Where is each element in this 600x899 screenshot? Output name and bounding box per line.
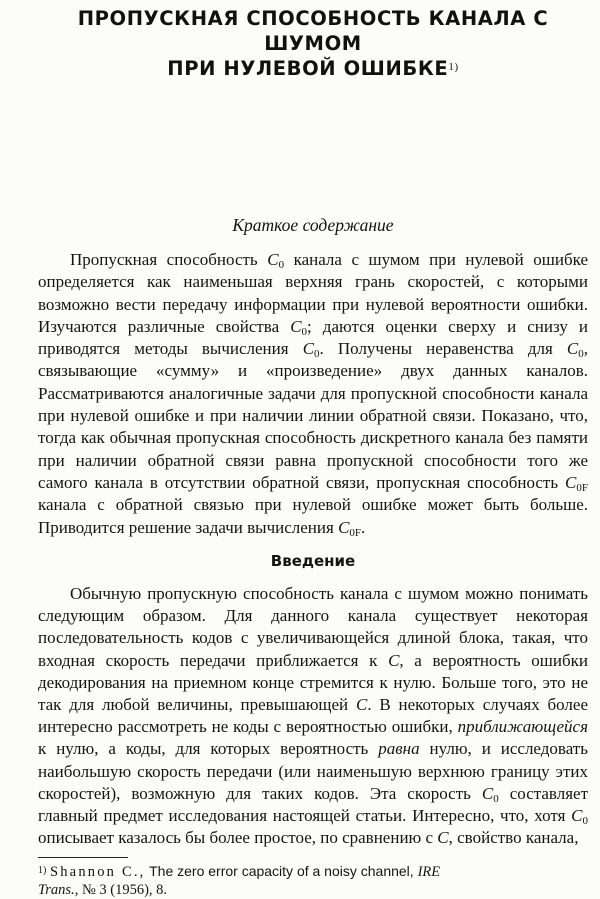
section-heading-introduction: Введение bbox=[270, 552, 356, 570]
symbol-c: C bbox=[355, 695, 368, 715]
footnote-title: The zero error capacity of a noisy channel, bbox=[145, 863, 418, 879]
symbol-c: C bbox=[302, 339, 315, 359]
abstract-text: , связывающие «сумму» и «произведение» двух данных каналов. Рассматриваются аналогичные задачи для пропускной способности канала при нулевой ошибке и при наличии линии обратной связи. Показано, что, тогда как обычная пропускная способность дискретного канала без памяти при наличии обратной связи равна пропускной способности того же самого канала в отсутствии обратной связи, пропускная способность bbox=[38, 339, 588, 492]
abstract-body bbox=[38, 249, 588, 539]
symbol-c: C bbox=[388, 650, 400, 670]
abstract-text: . bbox=[361, 517, 366, 537]
intro-text: описывает казалось бы более простое, по сравнению с bbox=[38, 828, 438, 848]
abstract-text: . Получены неравенства для bbox=[319, 339, 567, 359]
footnote-mark: 1) bbox=[38, 865, 47, 876]
footnote-divider bbox=[38, 857, 128, 858]
symbol-c: C bbox=[481, 783, 494, 803]
symbol-c: C bbox=[566, 339, 579, 359]
abstract-text: Пропускная способность bbox=[70, 250, 268, 269]
intro-emphasis: равна bbox=[378, 739, 420, 759]
intro-text: , а вероятность ошибки декодирования на приемном конце стремится к нулю. Больше того, это не так для любой величины, превышающей bbox=[38, 650, 588, 715]
intro-text: Обычную пропускную способность канала с шумом можно понимать следующим образом. Для данного канала существует некоторая последовательность кодов с увеличивающейся длиной блока, такая, что входная скорость передачи приближается к bbox=[38, 584, 588, 670]
footnote-journal: IRE bbox=[417, 864, 441, 880]
symbol-sub: 0 bbox=[493, 792, 499, 805]
symbol-c: C bbox=[565, 472, 577, 492]
symbol-c: C bbox=[571, 806, 583, 826]
symbol-sub: 0 bbox=[301, 325, 308, 338]
intro-text: . В некоторых случаях более интересно рассмотреть не коды с вероятностью ошибки, bbox=[38, 695, 588, 737]
symbol-sub: 0 bbox=[278, 259, 285, 271]
title-line-1: ПРОПУСКНАЯ СПОСОБНОСТЬ КАНАЛА С ШУМОМ bbox=[77, 7, 549, 55]
symbol-sub: 0F bbox=[349, 526, 362, 539]
symbol-c: C bbox=[338, 517, 350, 537]
page-title bbox=[38, 6, 588, 81]
symbol-sub: 0 bbox=[578, 348, 584, 361]
intro-text: к нулю, а коды, для которых вероятность bbox=[38, 739, 379, 759]
symbol-c: C bbox=[290, 316, 302, 336]
abstract-paragraph bbox=[38, 249, 588, 539]
footnote bbox=[38, 862, 588, 899]
intro-text: составляет главный предмет исследования настоящей статьи. Интересно, что, хотя bbox=[38, 783, 588, 826]
footnote-journal-cont: Trans. bbox=[38, 882, 75, 898]
footnote-issue: , № 3 (1956), 8. bbox=[74, 882, 168, 898]
page bbox=[38, 0, 589, 898]
symbol-c: C bbox=[437, 828, 449, 848]
introduction-paragraph bbox=[38, 583, 588, 849]
introduction-body bbox=[38, 583, 588, 849]
symbol-c: C bbox=[267, 250, 279, 269]
symbol-sub: 0 bbox=[582, 815, 588, 828]
abstract-text: ; даются оценки сверху и снизу и приводятся методы вычисления bbox=[38, 316, 588, 359]
symbol-sub: 0F bbox=[576, 481, 588, 494]
symbol-sub: 0 bbox=[314, 348, 320, 361]
abstract-text: канала с обратной связью при нулевой ошибке может быть больше. Приводится решение задачи вычисления bbox=[38, 495, 588, 537]
footnote-author: Shannon C., bbox=[49, 864, 146, 880]
intro-text: нулю, и исследовать наибольшую скорость передачи (или наименьшую верхнюю границу этих скоростей), возможную для таких кодов. Эта скорость bbox=[38, 739, 588, 803]
title-line-2-text: ПРИ НУЛЕВОЙ ОШИБКЕ bbox=[167, 57, 449, 80]
abstract-text: канала с шумом при нулевой ошибке определяется как наименьшая верхняя грань скоростей, с которыми возможно вести передачу информации при нулевой вероятности ошибки. Изучаются различные свойства bbox=[38, 250, 589, 336]
intro-emphasis: приближающейся bbox=[457, 717, 588, 737]
intro-text: , свойство канала, bbox=[448, 828, 579, 848]
title-footnote-mark[interactable]: 1) bbox=[448, 61, 459, 73]
title-line-2 bbox=[38, 56, 588, 81]
abstract-heading: Краткое содержание bbox=[232, 215, 394, 235]
